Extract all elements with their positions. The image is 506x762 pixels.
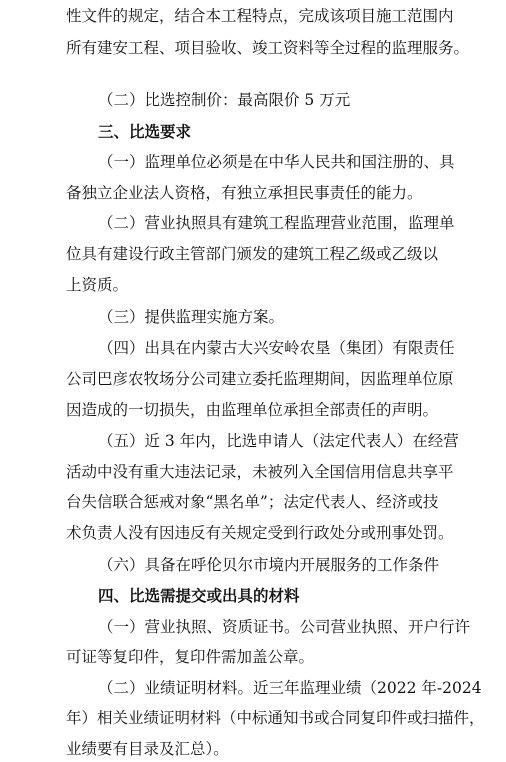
text-line: （一）监理单位必须是在中华人民共和国注册的、具 [98, 153, 455, 171]
text-line: （四）出具在内蒙古大兴安岭农垦（集团）有限责任 [98, 339, 455, 357]
text-line: 活动中没有重大违法记录，未被列入全国信用信息共享平 [66, 463, 454, 481]
text-line: （二）营业执照具有建筑工程监理营业范围，监理单 [98, 214, 455, 232]
text-line: （二）业绩证明材料。近三年监理业绩（2022 年-2024 [98, 679, 482, 697]
text-line: （二）比选控制价：最高限价 5 万元 [98, 91, 351, 109]
text-line: 台失信联合惩戒对象“黑名单”；法定代表人、经济或技 [66, 493, 439, 511]
text-line: （六）具备在呼伦贝尔市境内开展服务的工作条件 [98, 556, 440, 574]
text-line: 术负责人没有因违反有关规定受到行政处分或刑事处罚。 [66, 524, 454, 542]
text-line: 因造成的一切损失，由监理单位承担全部责任的声明。 [66, 401, 439, 419]
text-line: 位具有建设行政主管部门颁发的建筑工程乙级或乙级以 [66, 245, 439, 263]
text-line: 可证等复印件，复印件需加盖公章。 [66, 648, 315, 666]
section-heading: 四、比选需提交或出具的材料 [98, 587, 300, 605]
text-line: （五）近 3 年内，比选申请人（法定代表人）在经营 [98, 432, 459, 450]
text-line: 所有建安工程、项目验收、竣工资料等全过程的监理服务。 [66, 39, 470, 57]
text-line: 业绩要有目录及汇总）。 [66, 740, 229, 758]
section-heading: 三、比选要求 [98, 123, 192, 141]
text-line: （一）营业执照、资质证书。公司营业执照、开户行许 [98, 618, 471, 636]
text-line: 上资质。 [66, 276, 129, 294]
text-line: 性文件的规定，结合本工程特点，完成该项目施工范围内 [66, 7, 454, 25]
text-line: 备独立企业法人资格，有独立承担民事责任的能力。 [66, 184, 423, 202]
text-line: 公司巴彦农牧场分公司建立委托监理期间，因监理单位原 [66, 370, 454, 388]
text-line: 年）相关业绩证明材料（中标通知书或合同复印件或扫描件， [66, 709, 485, 727]
text-line: （三）提供监理实施方案。 [98, 308, 285, 326]
